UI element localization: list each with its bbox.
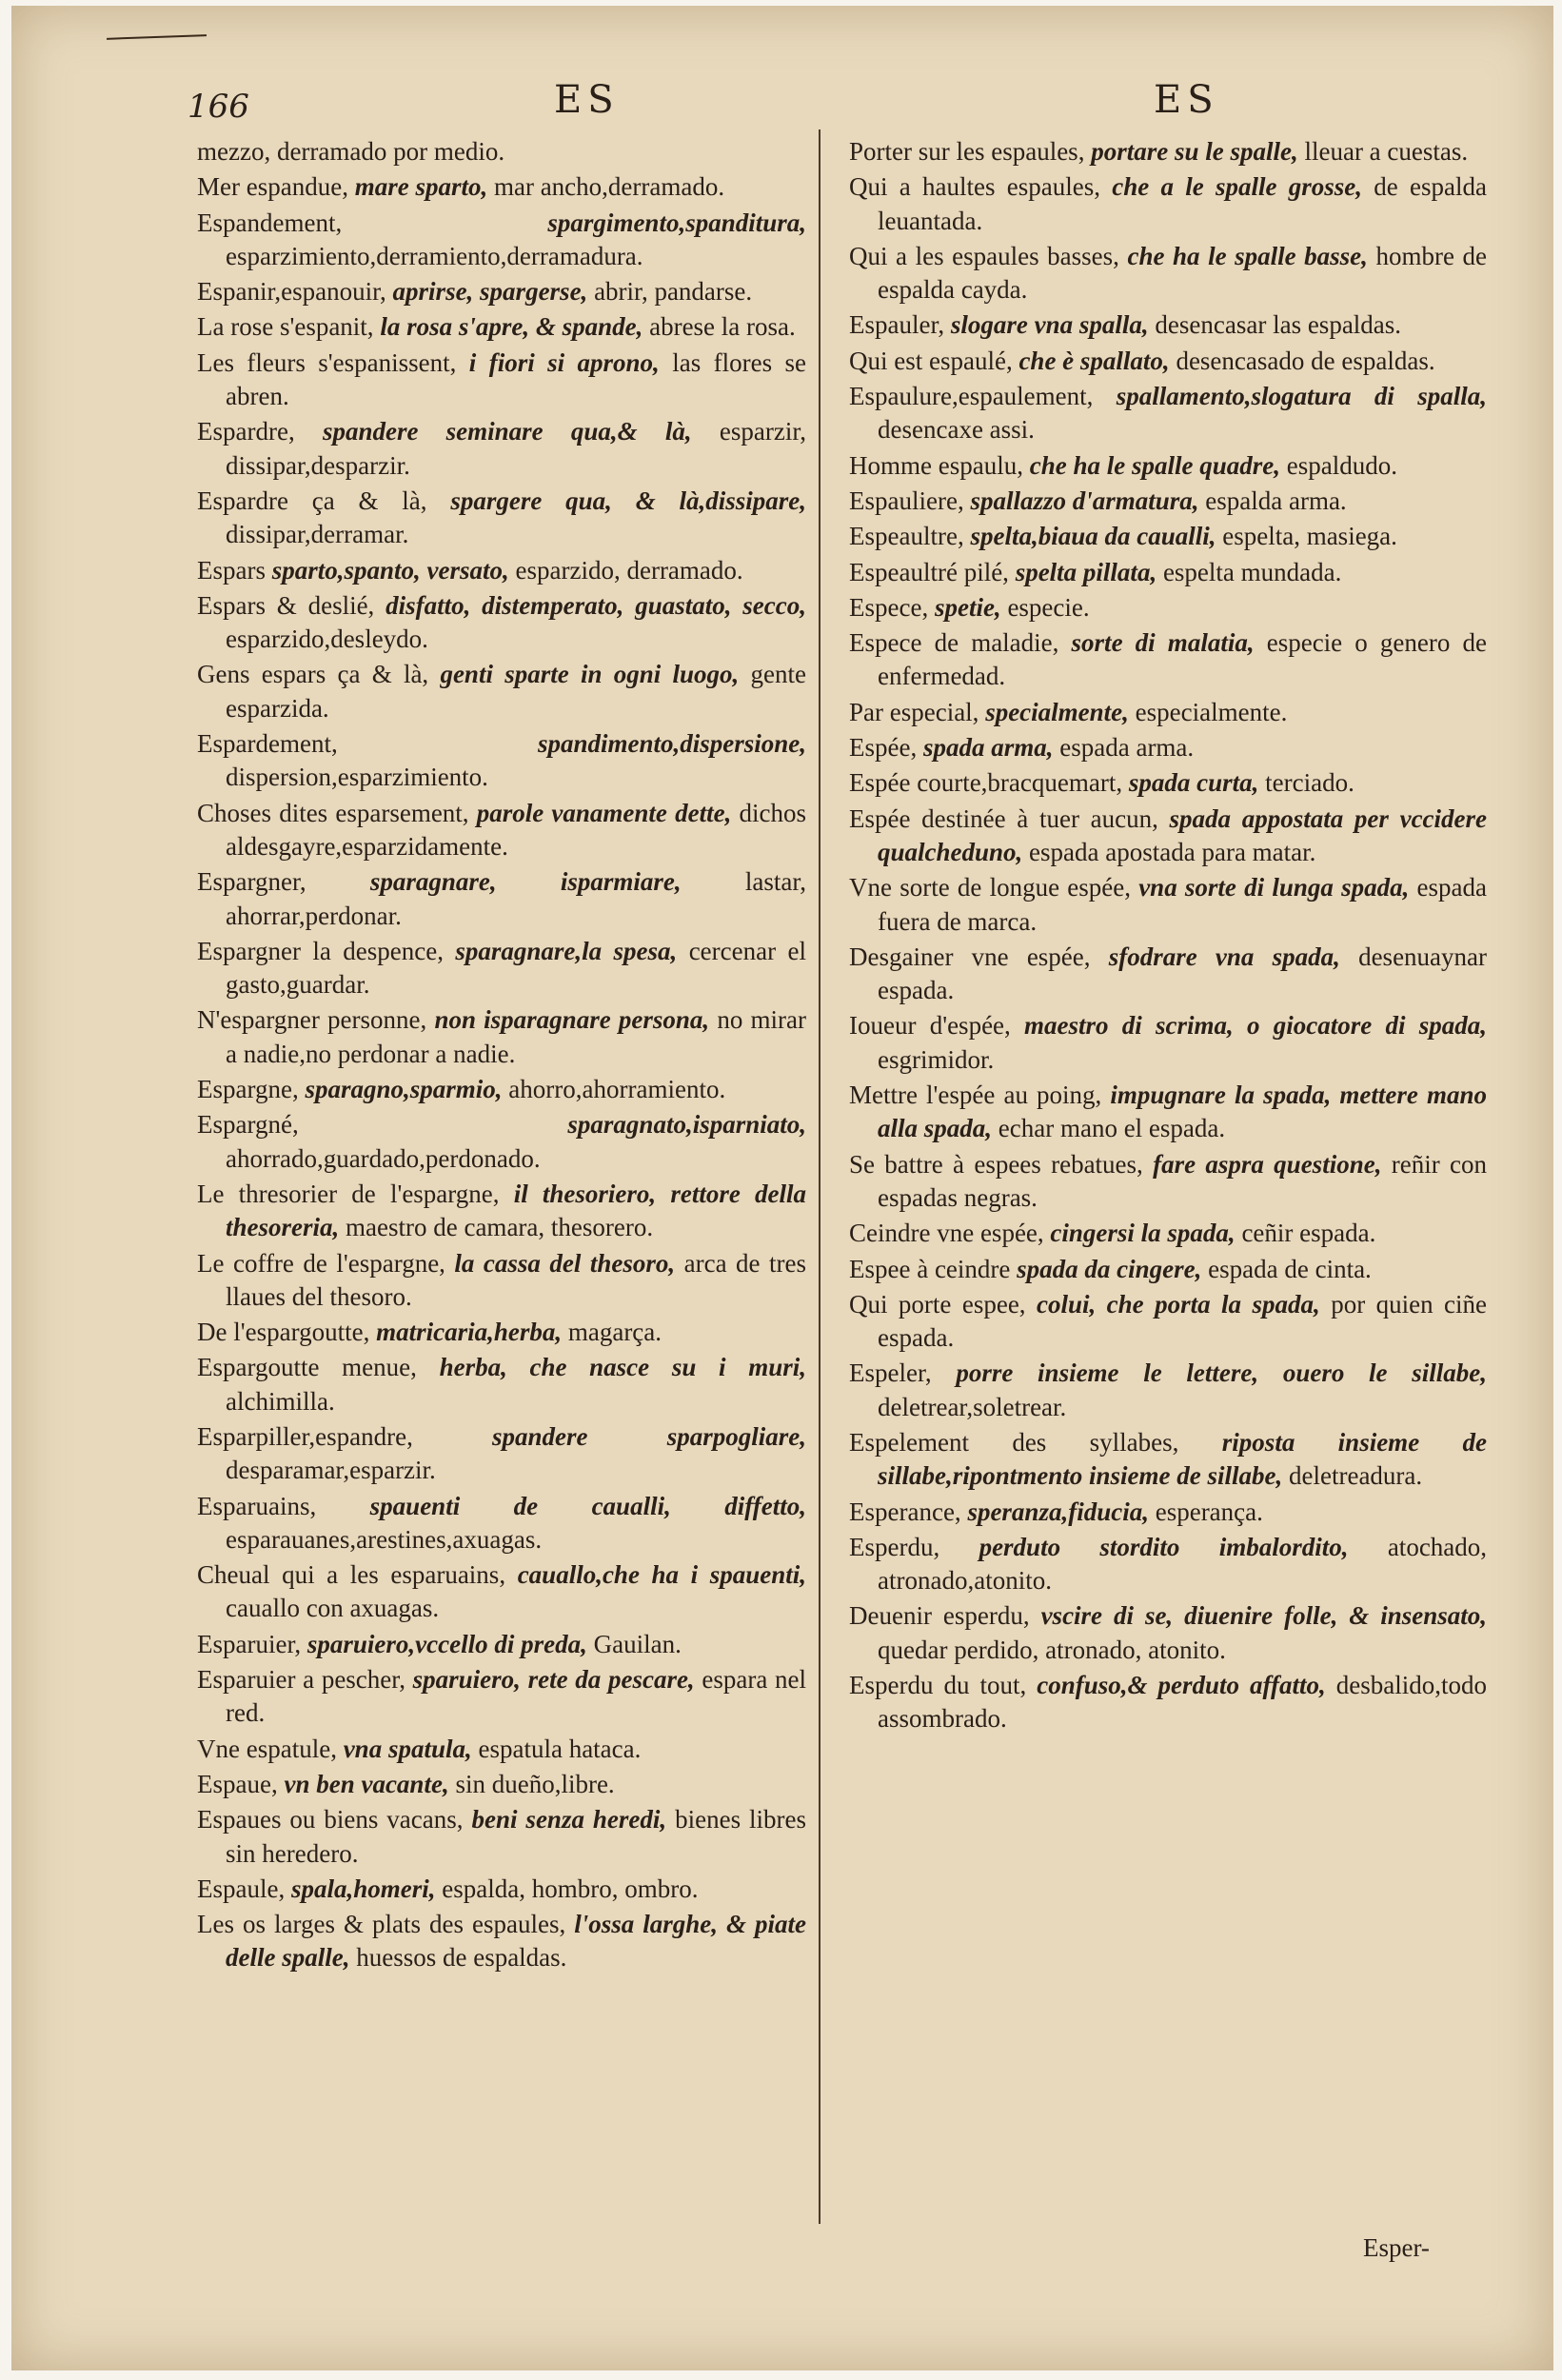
dictionary-entry: [197, 797, 806, 864]
entry-es: bienes libres sin heredero.: [226, 1805, 807, 1868]
entry-fr: Espée courte,bracquemart,: [849, 768, 1123, 798]
entry-fr: Espargner la despence,: [197, 936, 444, 965]
dictionary-entry: [849, 591, 1487, 625]
entry-fr: Cheual qui a les esparuains,: [197, 1560, 506, 1590]
entry-fr: Qui a les espaules basses,: [849, 241, 1119, 270]
entry-it: parole vanamente dette,: [476, 798, 732, 827]
entry-it: spelta pillata,: [1015, 557, 1157, 586]
entry-it: spandere seminare qua,& là,: [322, 417, 692, 446]
dictionary-entry: [197, 1768, 806, 1801]
entry-it: portare su le spalle,: [1091, 137, 1298, 166]
dictionary-entry: [197, 170, 806, 204]
entry-it: slogare vna spalla,: [950, 310, 1149, 340]
dictionary-entry: [849, 803, 1487, 870]
entry-fr: Espargner,: [197, 867, 306, 897]
entry-fr: Qui porte espee,: [849, 1289, 1026, 1319]
entry-it: che ha le spalle quadre,: [1029, 450, 1280, 480]
right-column: [849, 135, 1487, 1738]
entry-it: sparuiero,vccello di preda,: [306, 1629, 587, 1658]
entry-es: espada apostada para matar.: [1029, 837, 1316, 866]
dictionary-entry: [849, 1009, 1487, 1077]
dictionary-entry: [197, 1908, 806, 1975]
entry-it: perduto stordito imbalordito,: [979, 1532, 1349, 1561]
entry-fr: Espée destinée à tuer aucun,: [849, 803, 1158, 833]
entry-it: l'ossa larghe, & piate delle spalle,: [226, 1910, 807, 1973]
entry-it: disfatto, distemperato, guastato, secco,: [386, 590, 807, 620]
entry-fr: Ceindre vne espée,: [849, 1219, 1044, 1248]
entry-es: desenuaynar espada.: [878, 942, 1488, 1005]
entry-es: esparzido, derramado.: [515, 555, 743, 585]
entry-it: che a le spalle grosse,: [1112, 172, 1363, 202]
entry-fr: Espargne,: [197, 1075, 299, 1104]
entry-fr: Le coffre de l'espargne,: [197, 1248, 445, 1278]
entry-es: ahorro,ahorramiento.: [508, 1075, 726, 1104]
entry-it: spargere qua, & là,dissipare,: [450, 486, 806, 515]
entry-es: desbalido,todo assombrado.: [878, 1671, 1487, 1734]
dictionary-entry: [197, 1733, 806, 1766]
entry-es: desparamar,esparzir.: [226, 1456, 436, 1485]
entry-fr: Espanir,espanouir,: [197, 277, 386, 307]
entry-fr: Espelement des syllabes,: [849, 1427, 1179, 1457]
entry-es: espara nel red.: [226, 1665, 807, 1728]
dictionary-entry: [197, 415, 806, 483]
catchword: Esper-: [1363, 2233, 1430, 2262]
entry-fr: Vne sorte de longue espée,: [849, 873, 1131, 902]
dictionary-entry: [197, 310, 806, 344]
entry-es: quedar perdido, atronado, atonito.: [878, 1635, 1226, 1664]
entry-es: las flores se abren.: [226, 347, 807, 411]
entry-it: aprirse, spargerse,: [392, 277, 588, 307]
entry-es: espelta mundada.: [1162, 557, 1342, 586]
entry-es: espalda arma.: [1205, 486, 1347, 515]
entry-fr: Esperdu du tout,: [849, 1671, 1027, 1700]
entry-fr: Mer espandue,: [197, 172, 348, 202]
entry-fr: Espee à ceindre: [849, 1254, 1011, 1283]
entry-es: arca de tres llaues del thesoro.: [226, 1248, 806, 1311]
dictionary-entry: [849, 1357, 1487, 1424]
entry-fr: Esparuier,: [197, 1629, 302, 1658]
entry-es: Gauilan.: [593, 1629, 682, 1658]
entry-fr: Esperdu,: [849, 1532, 940, 1561]
entry-fr: Qui est espaulé,: [849, 346, 1013, 375]
entry-fr: N'espargner personne,: [197, 1005, 427, 1035]
entry-it: spallazzo d'armatura,: [970, 486, 1199, 515]
entry-it: spargimento,spanditura,: [547, 208, 806, 237]
entry-es: cercenar el gasto,guardar.: [226, 936, 806, 1000]
entry-es: esparzimiento,derramiento,derramadura.: [226, 241, 643, 270]
dictionary-entry: [197, 347, 806, 414]
entry-fr: Esparuains,: [197, 1491, 317, 1520]
dictionary-entry: [197, 135, 806, 169]
dictionary-entry: [849, 1217, 1487, 1250]
entry-fr: Espaues ou biens vacans,: [197, 1805, 464, 1835]
entry-it: sfodrare vna spada,: [1108, 942, 1340, 971]
dictionary-entry: [849, 1531, 1487, 1598]
entry-fr: Les fleurs s'espanissent,: [197, 347, 457, 377]
entry-es: derramado por medio.: [276, 137, 505, 166]
entry-es: ahorrado,guardado,perdonado.: [226, 1143, 541, 1173]
dictionary-entry: [849, 941, 1487, 1008]
entry-it: spandere sparpogliare,: [492, 1421, 806, 1451]
entry-it: sparto,spanto, versato,: [271, 555, 509, 585]
dictionary-entry: [849, 135, 1487, 169]
dictionary-entry: [849, 1669, 1487, 1736]
dictionary-entry: [197, 658, 806, 725]
entry-fr: Espaulure,espaulement,: [849, 382, 1094, 411]
entry-it: spada arma,: [922, 733, 1054, 763]
entry-es: espada arma.: [1059, 733, 1195, 763]
left-column: [197, 135, 806, 1977]
entry-it: la rosa s'apre, & spande,: [380, 312, 643, 342]
entry-it: herba, che nasce su i muri,: [439, 1353, 806, 1382]
dictionary-entry: [197, 1420, 806, 1488]
entry-es: deletrear,soletrear.: [878, 1392, 1067, 1421]
entry-es: no mirar a nadie,no perdonar a nadie.: [226, 1005, 807, 1068]
entry-es: reñir con espadas negras.: [878, 1149, 1487, 1212]
entry-it: sorte di malatia,: [1071, 628, 1255, 658]
entry-it: colui, che porta la spada,: [1037, 1289, 1320, 1319]
column-divider: [819, 129, 821, 2224]
page-number: 166: [188, 88, 249, 126]
dictionary-entry: [197, 1178, 806, 1245]
entry-fr: Espeler,: [849, 1359, 932, 1388]
entry-es: dispersion,esparzimiento.: [226, 763, 488, 792]
entry-it: che è spallato,: [1018, 346, 1170, 375]
entry-fr: Espargoutte menue,: [197, 1353, 417, 1382]
entry-it: sparuiero, rete da pescare,: [412, 1665, 695, 1695]
dictionary-entry: [849, 626, 1487, 694]
entry-es: espada de cinta.: [1208, 1254, 1372, 1283]
entry-it: non isparagnare persona,: [434, 1005, 710, 1035]
dictionary-entry: [849, 1288, 1487, 1356]
entry-es: esparzir, dissipar,desparzir.: [226, 417, 807, 480]
entry-fr: Se battre à espees rebatues,: [849, 1149, 1143, 1179]
book-page: [11, 6, 1553, 2370]
entry-it: vscire di se, diuenire folle, & insensato,: [1040, 1601, 1487, 1631]
dictionary-entry: [197, 1490, 806, 1557]
entry-fr: Deuenir esperdu,: [849, 1601, 1030, 1631]
entry-es: dichos aldesgayre,esparzidamente.: [226, 798, 807, 861]
entry-fr: Esparpiller,espandre,: [197, 1421, 413, 1451]
entry-it: spala,homeri,: [290, 1874, 436, 1903]
dictionary-entry: [197, 1558, 806, 1626]
dictionary-entry: [197, 935, 806, 1002]
entry-fr: Par especial,: [849, 697, 979, 726]
entry-fr: Espaule,: [197, 1874, 286, 1903]
entry-es: gente esparzida.: [226, 660, 807, 723]
dictionary-entry: [849, 871, 1487, 939]
dictionary-entry: [197, 727, 806, 795]
entry-fr: Espauler,: [849, 310, 945, 340]
entry-fr: Ioueur d'espée,: [849, 1011, 1011, 1041]
entry-it: confuso,& perduto affatto,: [1037, 1671, 1326, 1700]
entry-es: espada fuera de marca.: [878, 873, 1488, 936]
dictionary-entry: [197, 554, 806, 587]
entry-it: impugnare la spada, mettere mano alla spada,: [878, 1081, 1488, 1143]
entry-it: vn ben vacante,: [284, 1769, 449, 1798]
dictionary-entry: [197, 1247, 806, 1315]
entry-it: sparagnato,isparniato,: [567, 1110, 806, 1140]
entry-fr: Esperance,: [849, 1497, 961, 1526]
dictionary-entry: [197, 207, 806, 274]
dictionary-entry: [197, 865, 806, 933]
entry-it: matricaria,herba,: [376, 1318, 563, 1347]
entry-it: cingersi la spada,: [1050, 1219, 1236, 1248]
dictionary-entry: [849, 1426, 1487, 1494]
entry-fr: Qui a haultes espaules,: [849, 172, 1100, 202]
dictionary-entry: [197, 1073, 806, 1106]
entry-es: desencasado de espaldas.: [1176, 346, 1435, 375]
entry-es: esparauanes,arestines,axuagas.: [226, 1524, 543, 1554]
ink-mark: [107, 34, 207, 40]
dictionary-entry: [197, 1663, 806, 1731]
entry-it: spandimento,dispersione,: [537, 729, 806, 759]
entry-fr: mezzo,: [197, 137, 271, 166]
entry-es: especialmente.: [1135, 697, 1288, 726]
entry-fr: De l'espargoutte,: [197, 1318, 370, 1347]
entry-fr: Espars: [197, 555, 266, 585]
entry-it: mare sparto,: [354, 172, 488, 202]
dictionary-entry: [849, 308, 1487, 342]
entry-es: mar ancho,derramado.: [493, 172, 725, 202]
entry-es: maestro de camara, thesorero.: [346, 1213, 654, 1242]
entry-it: spada appostata per vccidere qualcheduno,: [878, 803, 1488, 866]
entry-fr: Choses dites esparsement,: [197, 798, 469, 827]
dictionary-entry: [849, 1079, 1487, 1146]
entry-es: espalda, hombro, ombro.: [442, 1874, 699, 1903]
entry-fr: Espardement,: [197, 729, 338, 759]
entry-es: especie.: [1007, 592, 1090, 622]
dictionary-entry: [849, 696, 1487, 729]
dictionary-entry: [197, 1316, 806, 1349]
entry-es: espaldudo.: [1286, 450, 1397, 480]
entry-it: sparagnare, isparmiare,: [369, 867, 682, 897]
dictionary-entry: [197, 1628, 806, 1661]
entry-es: cauallo con axuagas.: [226, 1594, 440, 1623]
entry-fr: Vne espatule,: [197, 1734, 337, 1763]
dictionary-entry: [197, 1873, 806, 1906]
entry-es: hombre de espalda cayda.: [878, 241, 1488, 305]
dictionary-entry: [849, 520, 1487, 553]
entry-es: lastar, ahorrar,perdonar.: [226, 867, 807, 930]
dictionary-entry: [849, 380, 1487, 447]
dictionary-entry: [849, 240, 1487, 307]
entry-es: dissipar,derramar.: [226, 520, 409, 549]
entry-fr: Espece,: [849, 592, 929, 622]
entry-fr: Espeaultre,: [849, 522, 964, 551]
entry-fr: Espaue,: [197, 1769, 278, 1798]
entry-fr: Espars & deslié,: [197, 590, 375, 620]
entry-it: specialmente,: [985, 697, 1129, 726]
dictionary-entry: [849, 556, 1487, 589]
entry-fr: Le thresorier de l'espargne,: [197, 1179, 500, 1208]
entry-es: esgrimidor.: [878, 1044, 995, 1074]
entry-es: esperança.: [1155, 1497, 1263, 1526]
dictionary-entry: [849, 170, 1487, 238]
dictionary-entry: [849, 731, 1487, 764]
dictionary-entry: [849, 766, 1487, 800]
entry-es: echar mano el espada.: [998, 1114, 1226, 1143]
dictionary-entry: [849, 485, 1487, 518]
entry-it: i fiori si aprono,: [468, 347, 660, 377]
entry-fr: La rose s'espanit,: [197, 312, 374, 342]
entry-fr: Porter sur les espaules,: [849, 137, 1085, 166]
entry-es: espelta, masiega.: [1222, 522, 1397, 551]
entry-it: sparagnare,la spesa,: [455, 936, 678, 965]
entry-fr: Les os larges & plats des espaules,: [197, 1910, 566, 1939]
entry-es: magarça.: [567, 1318, 662, 1347]
dictionary-entry: [849, 1599, 1487, 1667]
dictionary-entry: [849, 1148, 1487, 1216]
entry-es: desencaxe assi.: [878, 415, 1035, 445]
entry-fr: Espece de maladie,: [849, 628, 1059, 658]
running-head-right: ES: [1154, 78, 1219, 122]
entry-it: spallamento,slogatura di spalla,: [1116, 382, 1488, 411]
entry-it: riposta insieme de sillabe,ripontmento insieme de sillabe,: [878, 1427, 1488, 1491]
entry-it: speranza,fiducia,: [967, 1497, 1149, 1526]
entry-es: desencasar las espaldas.: [1155, 310, 1402, 340]
entry-fr: Espardre,: [197, 417, 295, 446]
entry-it: genti sparte in ogni luogo,: [440, 660, 740, 689]
entry-it: fare aspra questione,: [1153, 1149, 1382, 1179]
dictionary-entry: [197, 275, 806, 308]
entry-es: abrir, pandarse.: [594, 277, 753, 307]
dictionary-entry: [849, 1253, 1487, 1286]
entry-it: vna sorte di lunga spada,: [1138, 873, 1410, 902]
entry-es: por quien ciñe espada.: [878, 1289, 1488, 1353]
entry-fr: Esparuier a pescher,: [197, 1665, 405, 1695]
dictionary-entry: [197, 1003, 806, 1071]
dictionary-entry: [197, 1803, 806, 1871]
entry-es: abrese la rosa.: [649, 312, 796, 342]
dictionary-entry: [197, 589, 806, 657]
entry-it: spada da cingere,: [1017, 1254, 1202, 1283]
entry-it: beni senza heredi,: [471, 1805, 667, 1835]
entry-es: esparzido,desleydo.: [226, 625, 428, 654]
entry-it: che ha le spalle basse,: [1127, 241, 1368, 270]
entry-fr: Espandement,: [197, 208, 343, 237]
dictionary-entry: [849, 449, 1487, 483]
dictionary-entry: [197, 485, 806, 552]
entry-fr: Homme espaulu,: [849, 450, 1023, 480]
entry-it: vna spatula,: [343, 1734, 472, 1763]
dictionary-entry: [849, 1496, 1487, 1529]
entry-it: il thesoriero, rettore della thesoreria,: [226, 1179, 807, 1242]
entry-it: la cassa del thesoro,: [454, 1248, 676, 1278]
entry-it: spauenti de caualli, diffetto,: [369, 1491, 807, 1520]
entry-it: cauallo,che ha i spauenti,: [517, 1560, 807, 1590]
entry-es: atochado, atronado,atonito.: [878, 1532, 1488, 1596]
entry-fr: Espauliere,: [849, 486, 964, 515]
entry-es: de espalda leuantada.: [878, 172, 1487, 235]
entry-fr: Espée,: [849, 733, 918, 763]
entry-es: terciado.: [1265, 768, 1354, 798]
entry-it: sparagno,sparmio,: [305, 1075, 503, 1104]
dictionary-entry: [197, 1351, 806, 1418]
dictionary-entry: [197, 1108, 806, 1176]
dictionary-entry: [849, 345, 1487, 378]
entry-es: alchimilla.: [226, 1386, 335, 1416]
running-head-left: ES: [554, 78, 620, 122]
entry-it: porre insieme le lettere, ouero le sillabe,: [956, 1359, 1487, 1388]
entry-es: sin dueño,libre.: [455, 1769, 615, 1798]
entry-it: spetie,: [934, 592, 1001, 622]
entry-es: huessos de espaldas.: [356, 1943, 567, 1973]
entry-fr: Gens espars ça & là,: [197, 660, 429, 689]
entry-it: spelta,biaua da caualli,: [970, 522, 1216, 551]
entry-fr: Espeaultré pilé,: [849, 557, 1009, 586]
entry-es: especie o genero de enfermedad.: [878, 628, 1488, 691]
entry-fr: Espardre ça & là,: [197, 486, 427, 515]
entry-fr: Mettre l'espée au poing,: [849, 1081, 1102, 1110]
entry-es: ceñir espada.: [1241, 1219, 1376, 1248]
entry-it: maestro di scrima, o giocatore di spada,: [1024, 1011, 1488, 1041]
entry-es: deletreadura.: [1289, 1461, 1423, 1491]
entry-it: spada curta,: [1128, 768, 1259, 798]
entry-es: lleuar a cuestas.: [1304, 137, 1469, 166]
entry-fr: Desgainer vne espée,: [849, 942, 1091, 971]
entry-es: espatula hataca.: [478, 1734, 642, 1763]
entry-fr: Espargné,: [197, 1110, 299, 1140]
